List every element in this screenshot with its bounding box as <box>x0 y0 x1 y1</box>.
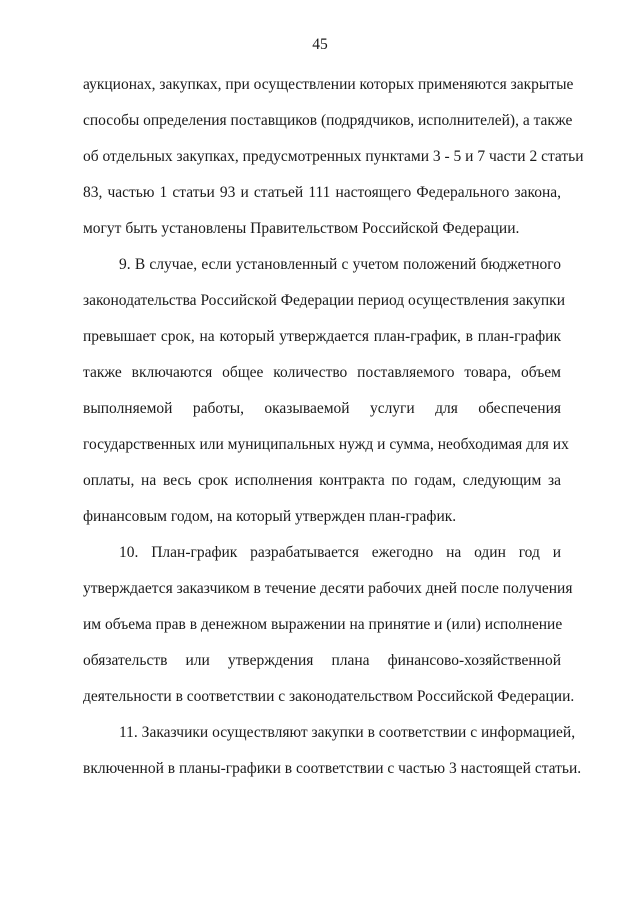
text-line: утверждается заказчиком в течение десяти рабочих дней после получения <box>83 580 573 597</box>
text-line: включенной в планы-графики в соответствии с частью 3 настоящей статьи. <box>83 760 582 777</box>
text-line: способы определения поставщиков (подрядчиков, исполнителей), а также <box>83 112 573 129</box>
text-line: им объема прав в денежном выражении на принятие и (или) исполнение <box>83 616 563 633</box>
text-line: об отдельных закупках, предусмотренных пунктами 3 - 5 и 7 части 2 статьи <box>83 148 584 165</box>
text-line: 83, частью 1 статьи 93 и статьей 111 настоящего Федерального закона, <box>83 184 561 201</box>
text-line: также включаются общее количество поставляемого товара, объем <box>83 364 561 381</box>
text-line: государственных или муниципальных нужд и сумма, необходимая для их <box>83 436 569 453</box>
text-line: 9. В случае, если установленный с учетом положений бюджетного <box>119 256 561 273</box>
text-line: финансовым годом, на который утвержден план-график. <box>83 508 457 525</box>
text-line: 10. План-график разрабатывается ежегодно на один год и <box>119 544 561 561</box>
text-line: выполняемой работы, оказываемой услуги для обеспечения <box>83 400 561 417</box>
text-line: аукционах, закупках, при осуществлении которых применяются закрытые <box>83 76 574 93</box>
text-line: законодательства Российской Федерации период осуществления закупки <box>83 292 565 309</box>
text-line: оплаты, на весь срок исполнения контракта по годам, следующим за <box>83 472 561 489</box>
page-number: 45 <box>312 36 328 53</box>
text-line: могут быть установлены Правительством Российской Федерации. <box>83 220 520 237</box>
text-line: 11. Заказчики осуществляют закупки в соответствии с информацией, <box>119 724 576 741</box>
text-line: деятельности в соответствии с законодательством Российской Федерации. <box>83 688 575 705</box>
text-line: обязательств или утверждения плана финансово-хозяйственной <box>83 652 561 669</box>
text-line: превышает срок, на который утверждается план-график, в план-график <box>83 328 561 345</box>
